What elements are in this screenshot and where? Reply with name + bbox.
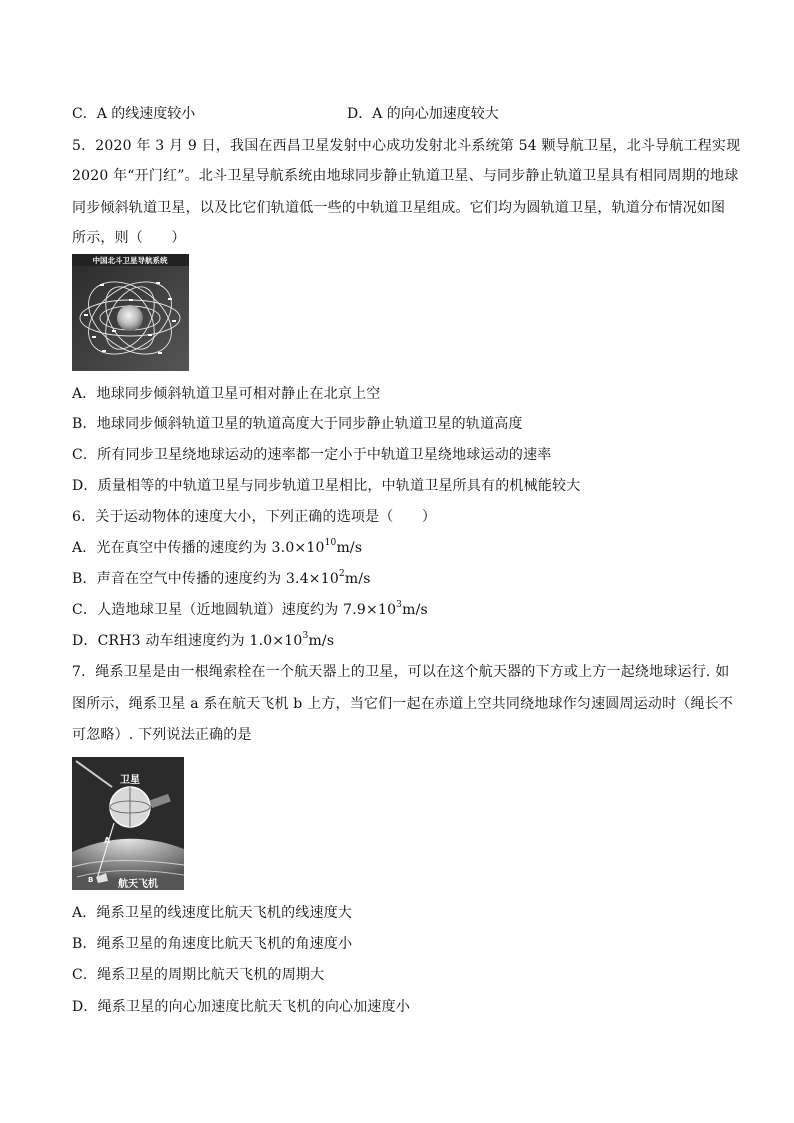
- q4-option-d: D．A 的向心加速度较大: [347, 106, 499, 122]
- q5-option-a: A．地球同步倾斜轨道卫星可相对静止在北京上空: [72, 386, 381, 402]
- label-a: A: [104, 836, 111, 845]
- q6-option-b: B．声音在空气中传播的速度约为 $3.4\times 10^2m/s$: [72, 569, 371, 587]
- figure-caption: 中国北斗卫星导航系统: [92, 256, 168, 265]
- label-b: B: [88, 876, 94, 884]
- q5-stem-line-2: 2020 年“开门红”。北斗卫星导航系统由地球同步静止轨道卫星、与同步静止轨道卫星具有相同周期的地球: [72, 168, 739, 184]
- beidou-orbit-figure: [72, 254, 189, 371]
- q6-option-a: A．光在真空中传播的速度约为 $3.0\times 10^{10}m/s$: [72, 538, 363, 556]
- q7-stem-line-2: 图所示，绳系卫星 a 系在航天飞机 b 上方，当它们一起在赤道上空共同绕地球作匀速圆周运动时（绳长不: [72, 696, 734, 712]
- q7-option-a: A．绳系卫星的线速度比航天飞机的线速度大: [72, 905, 353, 921]
- q5-stem-line-3: 同步倾斜轨道卫星，以及比它们轨道低一些的中轨道卫星组成。它们均为圆轨道卫星，轨道分布情况如图: [72, 200, 726, 216]
- q5-option-d: D．质量相等的中轨道卫星与同步轨道卫星相比，中轨道卫星所具有的机械能较大: [72, 478, 581, 494]
- q7-option-d: D．绳系卫星的向心加速度比航天飞机的向心加速度小: [72, 999, 411, 1015]
- q7-option-b: B．绳系卫星的角速度比航天飞机的角速度小: [72, 936, 353, 952]
- q6-option-d: D．CRH3 动车组速度约为 $1.0\times 10^3m/s$: [72, 631, 335, 649]
- q5-stem-line-1: 5．2020 年 3 月 9 日，我国在西昌卫星发射中心成功发射北斗系统第 54 颗导航卫星，北斗导航工程实现: [72, 138, 741, 154]
- q6-option-c: C．人造地球卫星（近地圆轨道）速度约为 $7.9\times 10^3m/s$: [72, 600, 428, 618]
- q6-stem: 6．关于运动物体的速度大小，下列正确的选项是（ ）: [72, 509, 437, 525]
- q7-stem-line-3: 可忽略）. 下列说法正确的是: [72, 727, 252, 743]
- q4-option-c: C．A 的线速度较小: [72, 106, 196, 122]
- q7-stem-line-1: 7．绳系卫星是由一根绳索栓在一个航天器上的卫星，可以在这个航天器的下方或上方一起绕地球运行. 如: [72, 664, 730, 680]
- q5-stem-line-4: 所示，则（ ）: [72, 230, 186, 246]
- label-satellite: 卫星: [120, 775, 140, 786]
- label-shuttle: 航天飞机: [118, 879, 158, 890]
- q5-option-b: B．地球同步倾斜轨道卫星的轨道高度大于同步静止轨道卫星的轨道高度: [72, 416, 523, 432]
- tethered-satellite-figure: [72, 757, 184, 890]
- q5-option-c: C．所有同步卫星绕地球运动的速率都一定小于中轨道卫星绕地球运动的速率: [72, 447, 552, 463]
- q7-option-c: C．绳系卫星的周期比航天飞机的周期大: [72, 967, 325, 983]
- earth-icon: [117, 305, 143, 331]
